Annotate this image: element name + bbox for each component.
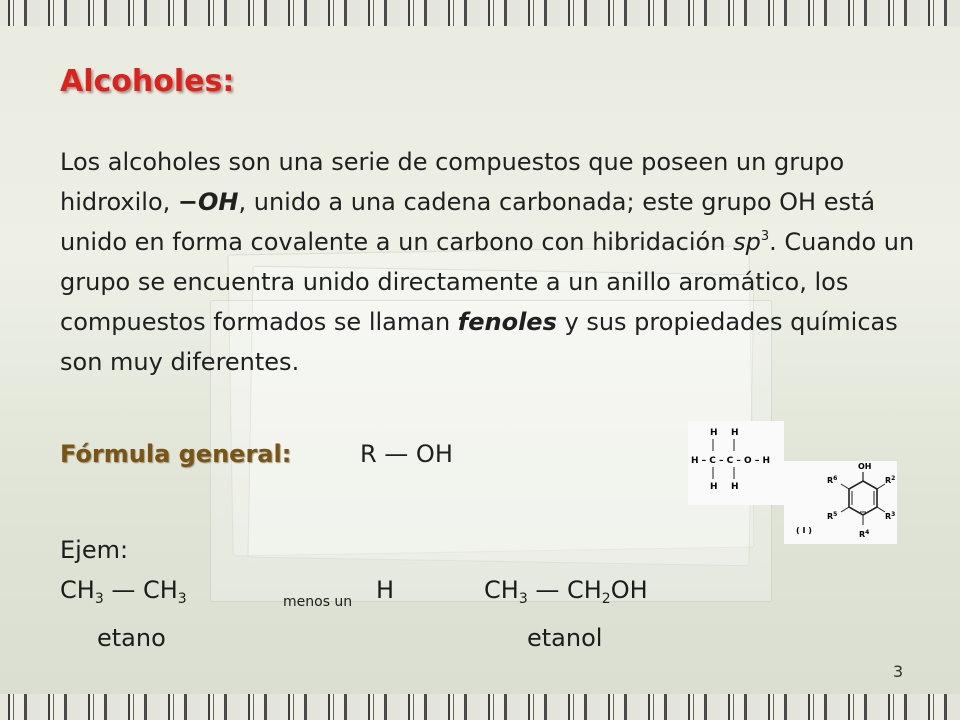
menos-un-label: menos un: [283, 594, 353, 610]
formula-value: R — OH: [360, 440, 453, 468]
minus-h: H: [376, 576, 395, 604]
fenoles-term: fenoles: [457, 308, 557, 336]
r5-label: $R^5$: [827, 511, 838, 521]
ethanol-formula: $CH_3$ — $CH_2OH$: [484, 576, 648, 607]
oh-label: OH: [858, 462, 872, 471]
general-formula: [60, 440, 453, 468]
ethanol-main-chain: H – C – C – O – H: [691, 456, 770, 466]
sp-term: sp: [733, 228, 761, 256]
bottom-film-strip: [0, 694, 960, 720]
r3-label: $R^3$: [885, 511, 896, 521]
example-label: Ejem:: [60, 536, 129, 564]
top-film-strip: [0, 0, 960, 26]
phenol-structure-image: [784, 461, 897, 544]
r4-label: $R^4$: [859, 529, 870, 539]
h-top-1: H: [710, 428, 718, 438]
r2-label: $R^2$: [885, 475, 896, 485]
h-bot-2: H: [731, 482, 739, 492]
r6-label: $R^6$: [827, 475, 838, 485]
formula-label: Fórmula general:: [60, 440, 292, 468]
page-number: 3: [893, 662, 904, 681]
intro-paragraph: Los alcoholes son una serie de compuestos que poseen un grupo hidroxilo, −OH, unido a una cadena carbonada; este grupo OH está unido en forma covalente a un carbono con hibridación $sp^3$. Cuando un grupo se encuentra unido directamente a un anillo aromático, los compuestos formados se llaman fenoles y sus propiedades químicas son muy diferentes.: [60, 148, 915, 376]
slide-title: Alcoholes:: [60, 64, 235, 99]
ethanol-name: etanol: [527, 624, 603, 652]
oh-group: −OH: [177, 188, 239, 216]
h-bot-1: H: [710, 482, 718, 492]
h-top-2: H: [731, 428, 739, 438]
ethane-name: etano: [97, 624, 166, 652]
structure-label-i: ( I ): [796, 526, 812, 535]
ethanol-structure-image: [688, 421, 784, 505]
ethane-formula: $CH_3$ — $CH_3$: [60, 576, 187, 607]
